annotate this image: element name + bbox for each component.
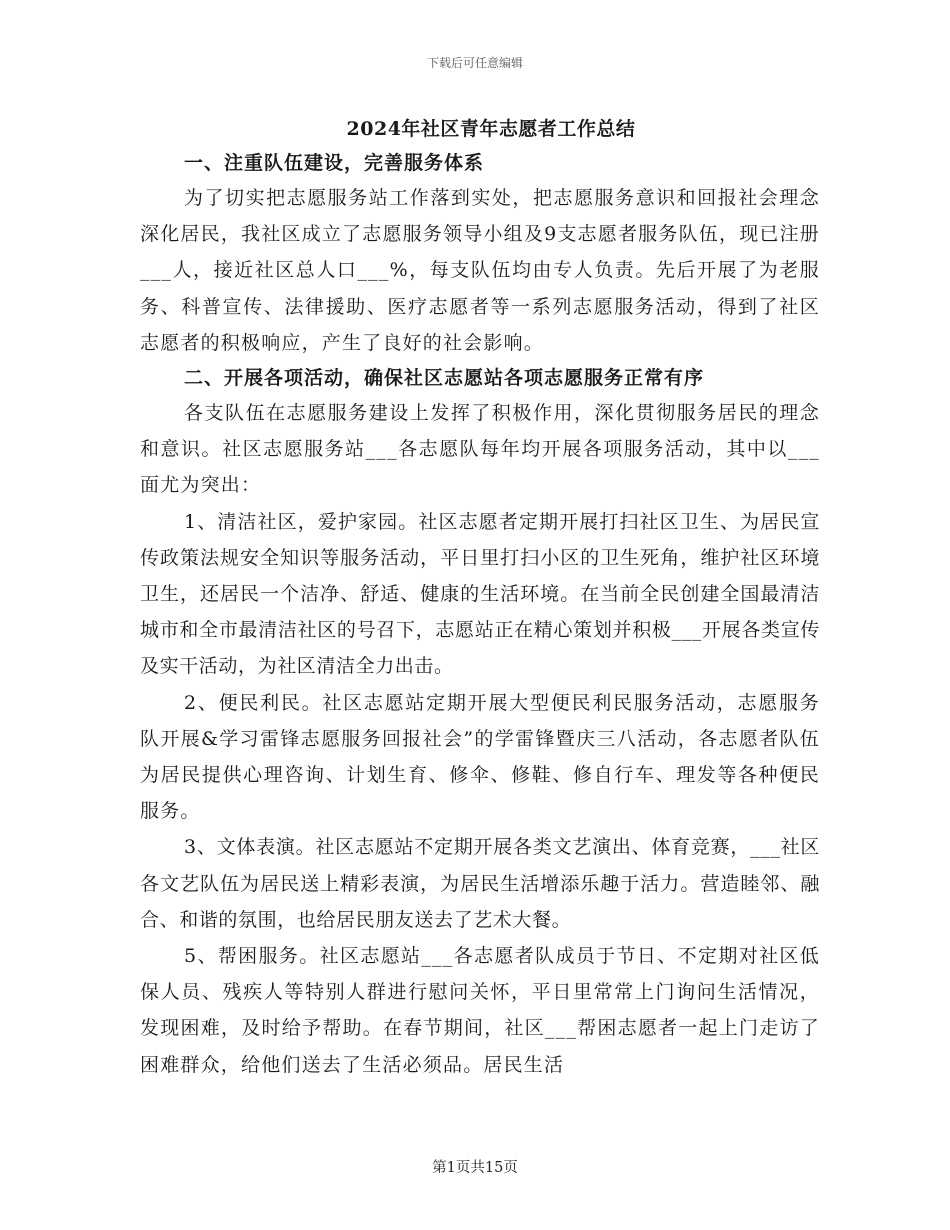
section-1-heading: 一、注重队伍建设，完善服务体系 [184,152,485,174]
section-2-heading: 二、开展各项活动，确保社区志愿站各项志愿服务正常有序 [184,367,705,390]
item-1-paragraph: 1、清洁社区，爱护家园。社区志愿者定期开展打扫社区卫生、为居民宣传政策法规安全知识等服务活动，平日里打扫小区的卫生死角，维护社区环境卫生，还居民一个洁净、舒适、健康的生活环境。在当前全民创建全国最清洁城市和全市最清洁社区的号召下，志愿站正在精心策划并积极___开展各类宣传及实干活动，为社区清洁全力出击。 [140,510,820,678]
item-2-paragraph: 2、便民利民。社区志愿站定期开展大型便民利民服务活动，志愿服务队开展&学习雷锋志愿服务回报社会”的学雷锋暨庆三八活动，各志愿者队伍为居民提供心理咨询、计划生育、修伞、修鞋、修自行车、理发等各种便民服务。 [140,691,820,823]
item-5-paragraph: 5、帮困服务。社区志愿站___各志愿者队成员于节日、不定期对社区低保人员、残疾人等特别人群进行慰问关怀，平日里常常上门询问生活情况，发现困难，及时给予帮助。在春节期间，社区___帮困志愿者一起上门走访了困难群众，给他们送去了生活必须品。居民生活 [140,945,820,1076]
document-title: 2024年社区青年志愿者工作总结 [346,118,636,140]
page-header-note: 下载后可任意编辑 [426,56,523,70]
page-number: 第1页共15页 [432,1160,518,1176]
document-body [140,112,820,1083]
item-3-paragraph: 3、文体表演。社区志愿站不定期开展各类文艺演出、体育竞赛，___社区各文艺队伍为居民送上精彩表演，为居民生活增添乐趣于活力。营造睦邻、融合、和谐的氛围，也给居民朋友送去了艺术大餐。 [140,836,820,931]
section-1-paragraph: 为了切实把志愿服务站工作落到实处，把志愿服务意识和回报社会理念深化居民，我社区成立了志愿服务领导小组及9支志愿者服务队伍，现已注册___人，接近社区总人口___%，每支队伍均由专人负责。先后开展了为老服务、科普宣传、法律援助、医疗志愿者等一系列志愿服务活动，得到了社区志愿者的积极响应，产生了良好的社会影响。 [140,187,820,354]
section-2-intro-paragraph: 各支队伍在志愿服务建设上发挥了积极作用，深化贯彻服务居民的理念和意识。社区志愿服务站___各志愿队每年均开展各项服务活动，其中以___面尤为突出： [140,402,820,497]
